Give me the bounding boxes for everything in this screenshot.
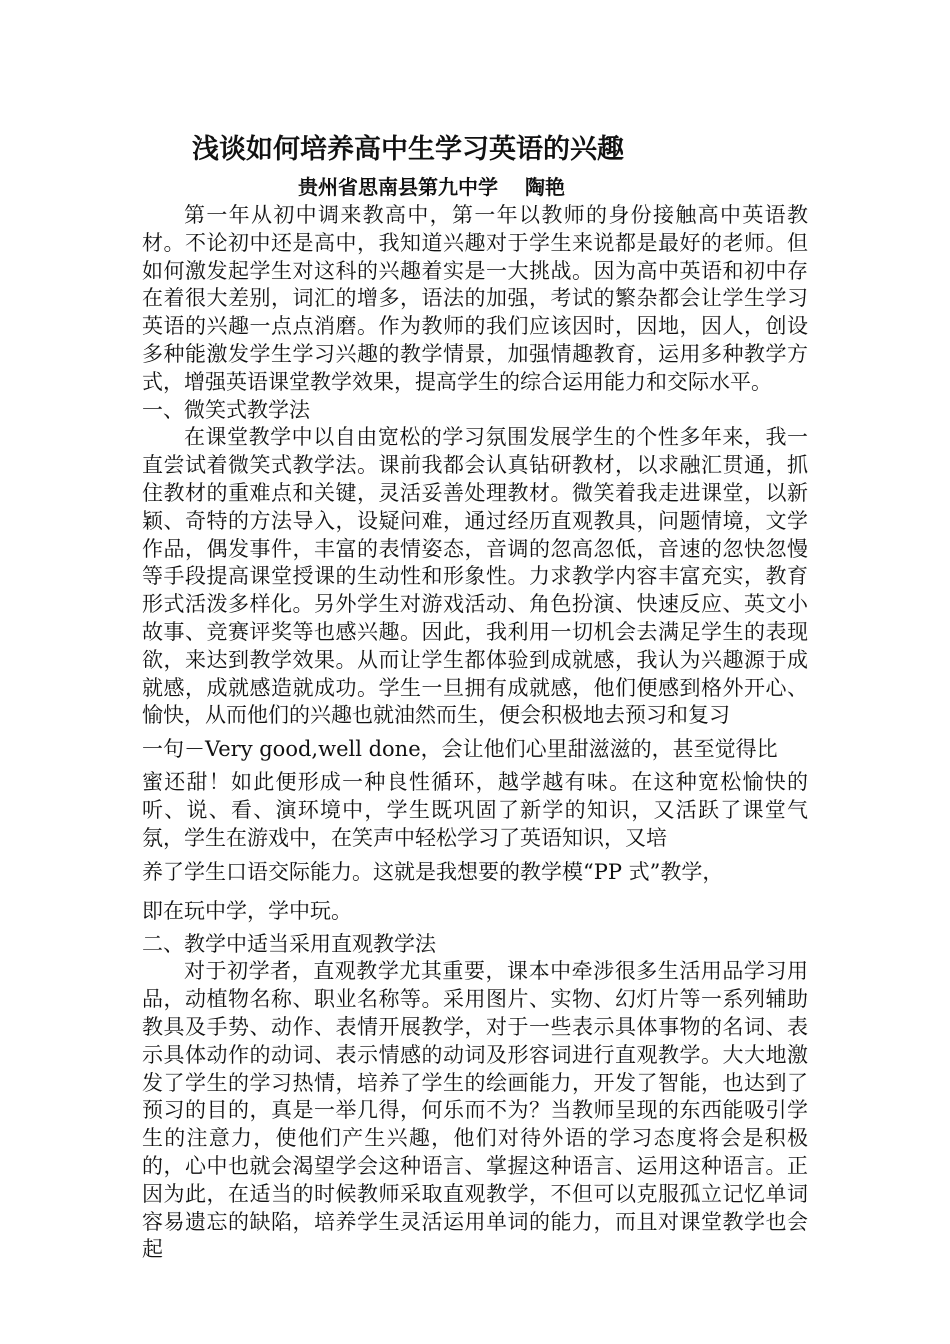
document-title: 浅谈如何培养高中生学习英语的兴趣	[192, 134, 624, 165]
section-heading-1: 一、微笑式教学法	[142, 397, 310, 422]
intro-paragraph: 第一年从初中调来教高中，第一年以教师的身份接触高中英语教材。不论初中还是高中，我知道兴趣对于学生来说都是最好的老师。但如何激发起学生对这科的兴趣着实是一大挑战。因为高中英语和初中存在着很大差别，词汇的增多，语法的加强，考试的繁杂都会让学生学习英语的兴趣一点点消磨。作为教师的我们应该因时，因地，因人，创设多种能激发学生学习兴趣的教学情景，加强情趣教育，运用多种教学方式，增强英语课堂教学效果，提高学生的综合运用能力和交际水平。	[142, 203, 808, 394]
section-heading-2: 二、教学中适当采用直观教学法	[142, 931, 436, 956]
section1-line-praise: 一句－Very good,well done，会让他们心里甜滋滋的，甚至觉得比	[142, 737, 778, 762]
section1-line-pp: 养了学生口语交际能力。这就是我想要的教学模“PP 式”教学，	[142, 859, 724, 884]
section1-paragraph: 在课堂教学中以自由宽松的学习氛围发展学生的个性多年来，我一直尝试着微笑式教学法。课前我都会认真钻研教材，以求融汇贯通，抓住教材的重难点和关键，灵活妥善处理教材。微笑着我走进课堂，以新颖、奇特的方法导入，设疑问难，通过经历直观教具，问题情境，文学作品，偶发事件，丰富的表情姿态，音调的忽高忽低，音速的忽快忽慢等手段提高课堂授课的生动性和形象性。力求教学内容丰富充实，教育形式活泼多样化。另外学生对游戏活动、角色扮演、快速反应、英文小故事、竞赛评奖等也感兴趣。因此，我利用一切机会去满足学生的表现欲，来达到教学效果。从而让学生都体验到成就感，我认为兴趣源于成就感，成就感造就成功。学生一旦拥有成就感，他们便感到格外开心、愉快，从而他们的兴趣也就油然而生，便会积极地去预习和复习	[142, 425, 808, 728]
section1-line-end: 即在玩中学，学中玩。	[142, 898, 352, 923]
section2-paragraph: 对于初学者，直观教学尤其重要，课本中牵涉很多生活用品学习用品，动植物名称、职业名称等。采用图片、实物、幻灯片等一系列辅助教具及手势、动作、表情开展教学，对于一些表示具体事物的名词、表示具体动作的动词、表示情感的动词及形容词进行直观教学。大大地激发了学生的学习热情，培养了学生的绘画能力，开发了智能，也达到了预习的目的，真是一举几得，何乐而不为？当教师呈现的东西能吸引学生的注意力，使他们产生兴趣，他们对待外语的学习态度将会是积极的，心中也就会渴望学会这种语言、掌握这种语言、运用这种语言。正因为此，在适当的时候教师采取直观教学，不但可以克服孤立记忆单词容易遗忘的缺陷，培养学生灵活运用单词的能力，而且对课堂教学也会起	[142, 959, 808, 1262]
section1-paragraph-continued: 蜜还甜！如此便形成一种良性循环，越学越有味。在这种宽松愉快的听、说、看、演环境中，学生既巩固了新学的知识，又活跃了课堂气氛，学生在游戏中，在笑声中轻松学习了英语知识，又培	[142, 770, 808, 850]
document-body	[142, 128, 808, 1264]
author-byline: 贵州省思南县第九中学 陶艳	[298, 175, 565, 199]
